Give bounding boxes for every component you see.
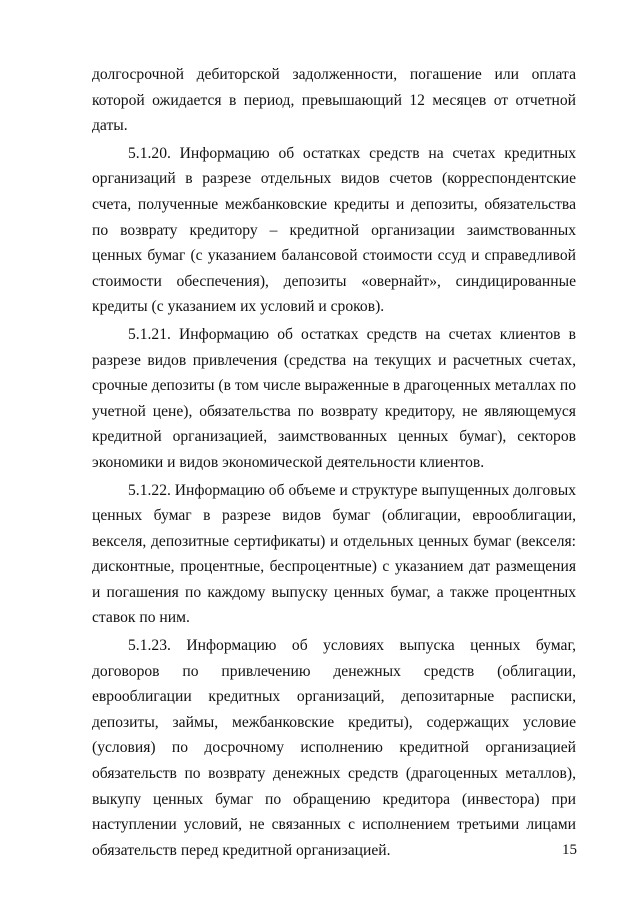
page-number: 15	[562, 842, 577, 858]
paragraph-5-1-21: 5.1.21. Информацию об остатках средств на счетах клиентов в разрезе видов привлечения (средства на текущих и расчетных счетах, срочные депозиты (в том числе выраженные в драгоценных металлах по учетной цене), обязательства по возврату кредитору, не являющемуся кредитной организацией, заимствованных ценных бумаг), секторов экономики и видов экономической деятельности клиентов.	[92, 325, 576, 471]
paragraph-5-1-23: 5.1.23. Информацию об условиях выпуска ценных бумаг, договоров по привлечению денежных средств (облигации, еврооблигации кредитных организаций, депозитарные расписки, депозиты, займы, межбанковские кредиты), содержащих условие (условия) по досрочному исполнению кредитной организацией обязательств по возврату денежных средств (драгоценных металлов), выкупу ценных бумаг по обращению кредитора (инвестора) при наступлении условий, не связанных с исполнением третьими лицами обязательств перед кредитной организацией.	[92, 637, 576, 859]
paragraph-continuation: долгосрочной дебиторской задолженности, погашение или оплата которой ожидается в период, превышающий 12 месяцев от отчетной даты.	[92, 66, 576, 135]
paragraph-5-1-22: 5.1.22. Информацию об объеме и структуре выпущенных долговых ценных бумаг в разрезе видов бумаг (облигации, еврооблигации, векселя, депозитные сертификаты) и отдельных ценных бумаг (векселя: дисконтные, процентные, беспроцентные) с указанием дат размещения и погашения по каждому выпуску ценных бумаг, а также процентных ставок по ним.	[92, 481, 576, 627]
paragraph-5-1-20: 5.1.20. Информацию об остатках средств на счетах кредитных организаций в разрезе отдельных видов счетов (корреспондентские счета, полученные межбанковские кредиты и депозиты, обязательства по возврату кредитору – кредитной организации заимствованных ценных бумаг (с указанием балансовой стоимости ссуд и справедливой стоимости обеспечения), депозиты «овернайт», синдицированные кредиты (с указанием их условий и сроков).	[92, 144, 576, 316]
document-body	[92, 62, 576, 863]
